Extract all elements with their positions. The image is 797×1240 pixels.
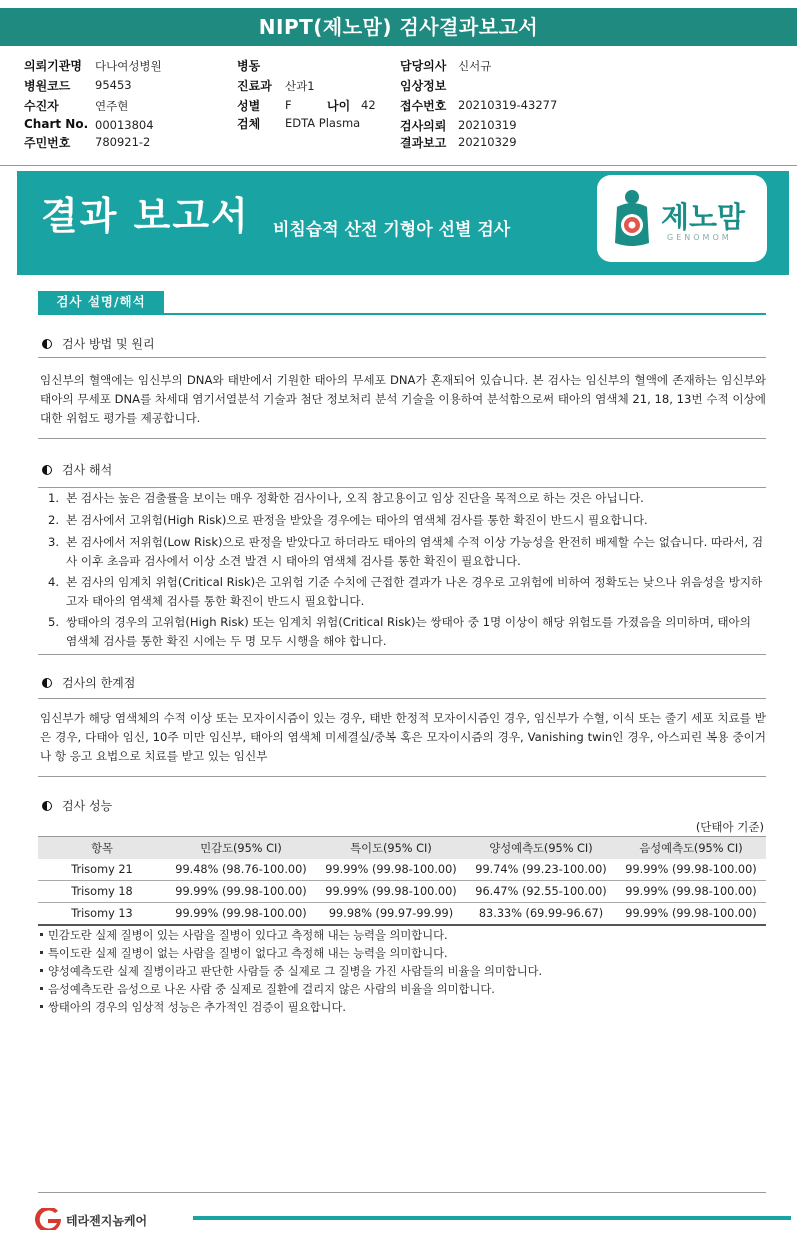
half-circle-icon — [42, 801, 52, 811]
note-item: 특이도란 실제 질병이 없는 사람을 질병이 없다고 측정해 내는 능력을 의미합니다. — [40, 945, 766, 963]
label-age: 나이 — [327, 99, 351, 113]
heading-method: 검사 방법 및 원리 — [42, 335, 155, 352]
value-department: 산과1 — [285, 79, 315, 93]
footer-accent-bar — [193, 1216, 791, 1220]
value-report-date: 20210329 — [458, 135, 517, 149]
table-cell: 99.99% (99.98-100.00) — [616, 903, 766, 925]
heading-interpretation: 검사 해석 — [42, 461, 112, 478]
label-department: 진료과 — [237, 79, 272, 93]
value-physician: 신서규 — [458, 59, 492, 73]
report-title: NIPT(제노맘) 검사결과보고서 — [0, 8, 797, 46]
table-row — [38, 859, 766, 881]
table-cell: 99.74% (99.23-100.00) — [466, 859, 616, 881]
label-physician: 담당의사 — [400, 59, 447, 73]
table-row — [38, 881, 766, 903]
table-cell: Trisomy 21 — [38, 859, 166, 881]
table-cell: 96.47% (92.55-100.00) — [466, 881, 616, 903]
label-patient: 수진자 — [24, 99, 59, 113]
column-header: 특이도(95% CI) — [316, 837, 466, 859]
value-age: 42 — [361, 98, 376, 112]
table-cell: Trisomy 13 — [38, 903, 166, 925]
note-item: 민감도란 실제 질병이 있는 사람을 질병이 있다고 측정해 내는 능력을 의미합니다. — [40, 927, 766, 945]
column-header: 민감도(95% CI) — [166, 837, 316, 859]
half-circle-icon — [42, 678, 52, 688]
table-cell: 99.99% (99.98-100.00) — [616, 881, 766, 903]
label-request-date: 검사의뢰 — [400, 119, 447, 133]
divider-interpretation-bottom — [38, 654, 766, 655]
info-divider — [0, 165, 797, 166]
value-specimen: EDTA Plasma — [285, 116, 361, 130]
column-header: 음성예측도(95% CI) — [616, 837, 766, 859]
label-specimen: 검체 — [237, 117, 261, 131]
table-cell: 99.48% (98.76-100.00) — [166, 859, 316, 881]
label-accession-number: 접수번호 — [400, 99, 447, 113]
section-tab-description: 검사 설명/해석 — [38, 291, 164, 313]
label-sex: 성별 — [237, 99, 261, 113]
method-text: 임신부의 혈액에는 임신부의 DNA와 태반에서 기원한 태아의 무세포 DNA가 혼재되어 있습니다. 본 검사는 임신부의 혈액에 존재하는 임신부와 태아의 무세포 DNA를 차세대 염기서열분석 기술과 첨단 정보처리 분석 기술을 이용하여 분석함으로써 태아의 염색체 21, 18, 13번 수적 이상에 대한 위험도 평가를 제공합니다. — [40, 373, 766, 425]
table-cell: 99.98% (99.97-99.99) — [316, 903, 466, 925]
result-banner — [17, 171, 789, 275]
section-underline — [38, 313, 766, 315]
table-cell: 99.99% (99.98-100.00) — [166, 903, 316, 925]
half-circle-icon — [42, 339, 52, 349]
label-requesting-institution: 의뢰기관명 — [24, 59, 82, 73]
label-report-date: 결과보고 — [400, 136, 447, 150]
note-item: 양성예측도란 실제 질병이라고 판단한 사람들 중 실제로 그 질병을 가진 사람들의 비율을 의미합니다. — [40, 963, 766, 981]
banner-title: 결과 보고서 — [41, 194, 250, 238]
patient-info-block — [0, 54, 797, 164]
value-accession-number: 20210319-43277 — [458, 98, 558, 112]
company-name: 테라젠지놈케어 — [66, 1214, 148, 1228]
column-header: 양성예측도(95% CI) — [466, 837, 616, 859]
divider-limitations-bottom — [38, 776, 766, 777]
heading-limitations: 검사의 한계점 — [42, 674, 135, 691]
label-ward: 병동 — [237, 59, 261, 73]
label-resident-number: 주민번호 — [24, 136, 71, 150]
banner-subtitle: 비침습적 산전 기형아 선별 검사 — [273, 220, 511, 240]
table-row — [38, 903, 766, 925]
footer-divider — [38, 1192, 766, 1193]
note-item: 쌍태아의 경우의 임상적 성능은 추가적인 검증이 필요합니다. — [40, 999, 766, 1017]
divider-interpretation-top — [38, 487, 766, 488]
value-chart-no: 00013804 — [95, 118, 154, 132]
value-resident-number: 780921-2 — [95, 135, 151, 149]
table-header-row — [38, 837, 766, 859]
value-requesting-institution: 다나여성병원 — [95, 59, 162, 73]
company-logo-icon — [33, 1208, 63, 1230]
table-cell: 99.99% (99.98-100.00) — [616, 859, 766, 881]
label-chart-no: Chart No. — [24, 117, 89, 131]
value-request-date: 20210319 — [458, 118, 517, 132]
divider-method-top — [38, 357, 766, 358]
half-circle-icon — [42, 465, 52, 475]
genomom-logo — [597, 175, 767, 262]
value-sex: F — [285, 98, 292, 112]
table-cell: 83.33% (69.99-96.67) — [466, 903, 616, 925]
note-item: 음성예측도란 음성으로 나온 사람 중 실제로 질환에 걸리지 않은 사람의 비율을 의미합니다. — [40, 981, 766, 999]
limitations-text: 임신부가 해당 염색체의 수적 이상 또는 모자이시즘이 있는 경우, 태반 한정적 모자이시즘인 경우, 임신부가 수혈, 이식 또는 줄기 세포 치료를 받은 경우, 다태아 임신, 10주 미만 임신부, 태아의 염색체 미세결실/중복 혹은 모자이시즘의 경우, Vanishing twin인 경우, 아스피린 복용 중이거나 항 응고 요법으로 치료를 받고 있는 임신부 — [40, 711, 766, 763]
table-cell: 99.99% (99.98-100.00) — [316, 859, 466, 881]
table-cell: Trisomy 18 — [38, 881, 166, 903]
logo-text: 제노맘 — [661, 200, 746, 234]
performance-table — [38, 836, 766, 926]
value-patient: 연주현 — [95, 99, 129, 113]
heading-performance: 검사 성능 — [42, 797, 112, 814]
table-cell: 99.99% (99.98-100.00) — [316, 881, 466, 903]
divider-limitations-top — [38, 698, 766, 699]
performance-notes — [40, 927, 766, 1017]
unit-note: (단태아 기준) — [695, 820, 764, 834]
logo-subtext: GENOMOM — [667, 233, 732, 242]
column-header: 항목 — [38, 837, 166, 859]
label-clinical-info: 임상정보 — [400, 79, 447, 93]
divider-method-bottom — [38, 438, 766, 439]
value-hospital-code: 95453 — [95, 78, 132, 92]
table-cell: 99.99% (99.98-100.00) — [166, 881, 316, 903]
genomom-mother-icon — [609, 189, 655, 249]
label-hospital-code: 병원코드 — [24, 79, 71, 93]
